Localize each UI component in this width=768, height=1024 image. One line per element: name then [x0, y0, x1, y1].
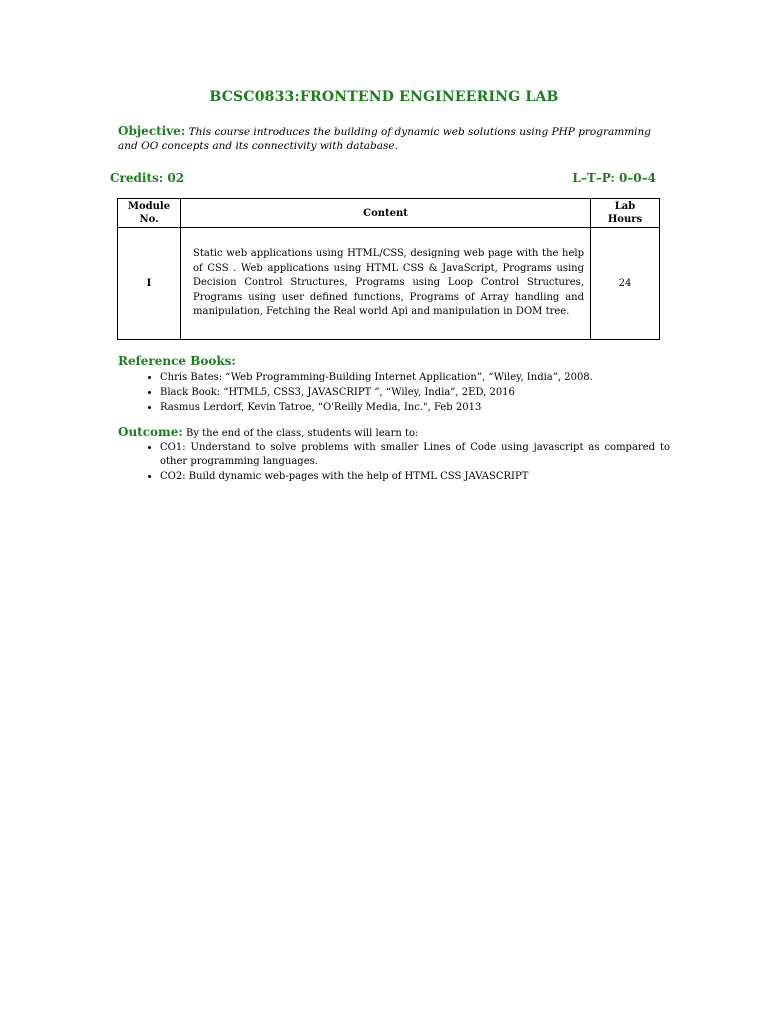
header-lab-hours: Lab Hours [591, 199, 660, 228]
page-title: BCSC0833:FRONTEND ENGINEERING LAB [209, 89, 559, 105]
objective-text: This course introduces the building of dynamic web solutions using PHP programming and OO concepts and its connectivity with database. [118, 126, 652, 152]
module-number: I [118, 228, 181, 340]
list-item: • Chris Bates: “Web Programming-Building Internet Application”, “Wiley, India”, 2008. [160, 370, 670, 385]
module-content: Static web applications using HTML/CSS, designing web page with the help of CSS . Web applications using HTML CSS & JavaScript, Programs using Decision Control Structures, Programs using Loop Control Structures, Programs using user defined functions, Programs of Array handling and manipulation, Fetching the Real world Api and manipulation in DOM tree. [181, 228, 591, 340]
outcome-label: Outcome: [118, 425, 183, 439]
module-lab-hours: 24 [591, 228, 660, 340]
list-item: • Rasmus Lerdorf, Kevin Tatroe, “O'Reilly Media, Inc.", Feb 2013 [160, 400, 670, 415]
objective-label: Objective: [118, 124, 186, 138]
ltp-distribution: L–T–P: 0–0–4 [572, 171, 656, 185]
list-item: • CO1: Understand to solve problems with smaller Lines of Code using javascript as compared to other programming languages. [160, 441, 670, 469]
header-module-no: Module No. [118, 199, 181, 228]
reference-books-list [140, 370, 670, 415]
outcome-intro: By the end of the class, students will learn to: [185, 428, 419, 439]
table-row [118, 228, 660, 340]
list-item: • CO2: Build dynamic web-pages with the help of HTML CSS JAVASCRIPT [160, 470, 670, 484]
module-table [117, 198, 660, 340]
header-content: Content [181, 199, 591, 228]
list-item: • Black Book: “HTML5, CSS3, JAVASCRIPT ”, “Wiley, India”, 2ED, 2016 [160, 385, 670, 400]
reference-books-heading: Reference Books: [118, 354, 236, 368]
objective-paragraph [118, 124, 658, 153]
credits: Credits: 02 [110, 171, 185, 185]
table-header-row [118, 199, 660, 228]
outcome-intro-line [118, 425, 418, 439]
outcomes-list [140, 441, 670, 485]
